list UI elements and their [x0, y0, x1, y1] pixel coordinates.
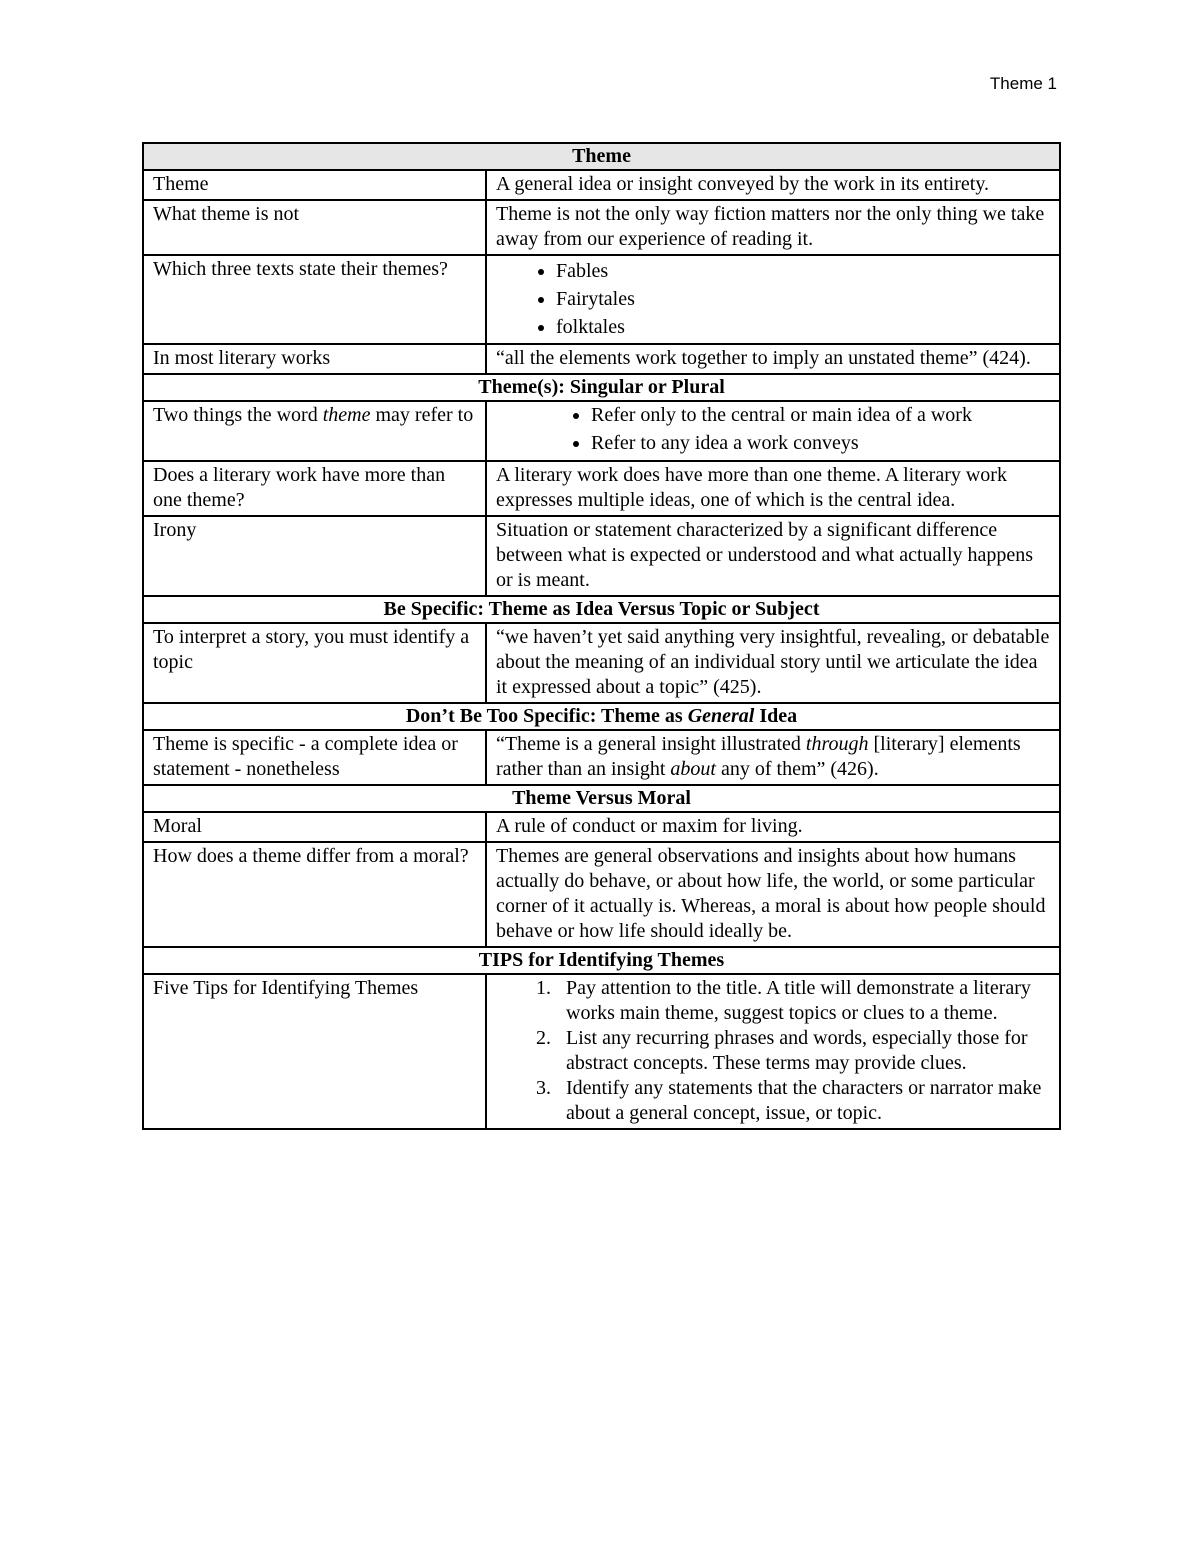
- theme-notes-table: [142, 142, 1061, 1130]
- definition-cell: A literary work does have more than one theme. A literary work expresses multiple ideas, one of which is the central idea.: [486, 461, 1060, 516]
- term-cell: Theme: [143, 170, 486, 200]
- table-row: [143, 401, 1060, 461]
- section-header-theme-vs-moral: [143, 785, 1060, 812]
- section-title-emphasis: General: [687, 705, 755, 727]
- table-row: [143, 812, 1060, 842]
- section-title: [143, 703, 1060, 730]
- term-cell: Five Tips for Identifying Themes: [143, 974, 486, 1129]
- definition-cell: [486, 255, 1060, 344]
- term-cell: How does a theme differ from a moral?: [143, 842, 486, 947]
- table-row: [143, 974, 1060, 1129]
- term-cell: [143, 401, 486, 461]
- term-text: Two things the word: [153, 404, 323, 426]
- section-header-be-specific: [143, 596, 1060, 623]
- section-title: Theme Versus Moral: [143, 785, 1060, 812]
- list-item: • Refer only to the central or main idea of a work: [591, 403, 1050, 428]
- definition-cell: [486, 974, 1060, 1129]
- table-row: [143, 170, 1060, 200]
- term-cell: Theme is specific - a complete idea or statement - nonetheless: [143, 730, 486, 785]
- section-header-tips: [143, 947, 1060, 974]
- definition-text: any of them” (426).: [715, 758, 879, 780]
- section-header-too-specific: [143, 703, 1060, 730]
- list-item: • folktales: [556, 313, 1050, 341]
- definition-emphasis: through: [805, 733, 869, 755]
- table-row: [143, 623, 1060, 703]
- definition-cell: [486, 730, 1060, 785]
- definition-cell: [486, 401, 1060, 461]
- definition-cell: A rule of conduct or maxim for living.: [486, 812, 1060, 842]
- table-row: [143, 842, 1060, 947]
- definition-cell: Theme is not the only way fiction matters nor the only thing we take away from our experience of reading it.: [486, 200, 1060, 255]
- section-title-text: Idea: [754, 705, 798, 727]
- definition-cell: Themes are general observations and insights about how humans actually do behave, or about how life, the world, or some particular corner of it actually is. Whereas, a moral is about how people should behave or how life should ideally be.: [486, 842, 1060, 947]
- section-title: Be Specific: Theme as Idea Versus Topic or Subject: [143, 596, 1060, 623]
- table-row: [143, 200, 1060, 255]
- list-item: 1. Pay attention to the title. A title will demonstrate a literary works main theme, suggest topics or clues to a theme.: [556, 976, 1050, 1026]
- list-item: 2. List any recurring phrases and words, especially those for abstract concepts. These terms may provide clues.: [556, 1026, 1050, 1076]
- section-title: Theme(s): Singular or Plural: [143, 374, 1060, 401]
- term-cell: Irony: [143, 516, 486, 596]
- bullet-list: [496, 257, 1050, 341]
- section-title-text: Don’t Be Too Specific: Theme as: [405, 705, 688, 727]
- list-item: • Refer to any idea a work conveys: [591, 428, 1050, 458]
- term-cell: Moral: [143, 812, 486, 842]
- definition-cell: “we haven’t yet said anything very insightful, revealing, or debatable about the meaning of an individual story until we articulate the idea it expressed about a topic” (425).: [486, 623, 1060, 703]
- section-header-theme: [143, 143, 1060, 170]
- term-text: may refer to: [370, 404, 474, 426]
- term-cell: Does a literary work have more than one theme?: [143, 461, 486, 516]
- table-row: [143, 461, 1060, 516]
- definition-cell: Situation or statement characterized by a significant difference between what is expected or understood and what actually happens or is meant.: [486, 516, 1060, 596]
- section-title: TIPS for Identifying Themes: [143, 947, 1060, 974]
- definition-emphasis: about: [670, 758, 716, 780]
- table-row: [143, 344, 1060, 374]
- bullet-list: [496, 403, 1050, 458]
- term-emphasis: theme: [322, 404, 371, 426]
- table-row: [143, 255, 1060, 344]
- list-item: 3. Identify any statements that the characters or narrator make about a general concept, issue, or topic.: [556, 1076, 1050, 1126]
- definition-text: “Theme is a general insight illustrated: [496, 733, 806, 755]
- list-item: • Fairytales: [556, 285, 1050, 313]
- table-row: [143, 516, 1060, 596]
- definition-cell: A general idea or insight conveyed by the work in its entirety.: [486, 170, 1060, 200]
- page-header-label: Theme 1: [989, 74, 1057, 93]
- definition-cell: “all the elements work together to imply an unstated theme” (424).: [486, 344, 1060, 374]
- section-header-singular-plural: [143, 374, 1060, 401]
- section-title: Theme: [143, 143, 1060, 170]
- list-item: • Fables: [556, 257, 1050, 285]
- term-cell: In most literary works: [143, 344, 486, 374]
- term-cell: What theme is not: [143, 200, 486, 255]
- definition-text: [literary] elements rather than an insight: [496, 733, 1021, 780]
- term-cell: Which three texts state their themes?: [143, 255, 486, 344]
- table-row: [143, 730, 1060, 785]
- term-cell: To interpret a story, you must identify a topic: [143, 623, 486, 703]
- tips-list: [496, 976, 1050, 1126]
